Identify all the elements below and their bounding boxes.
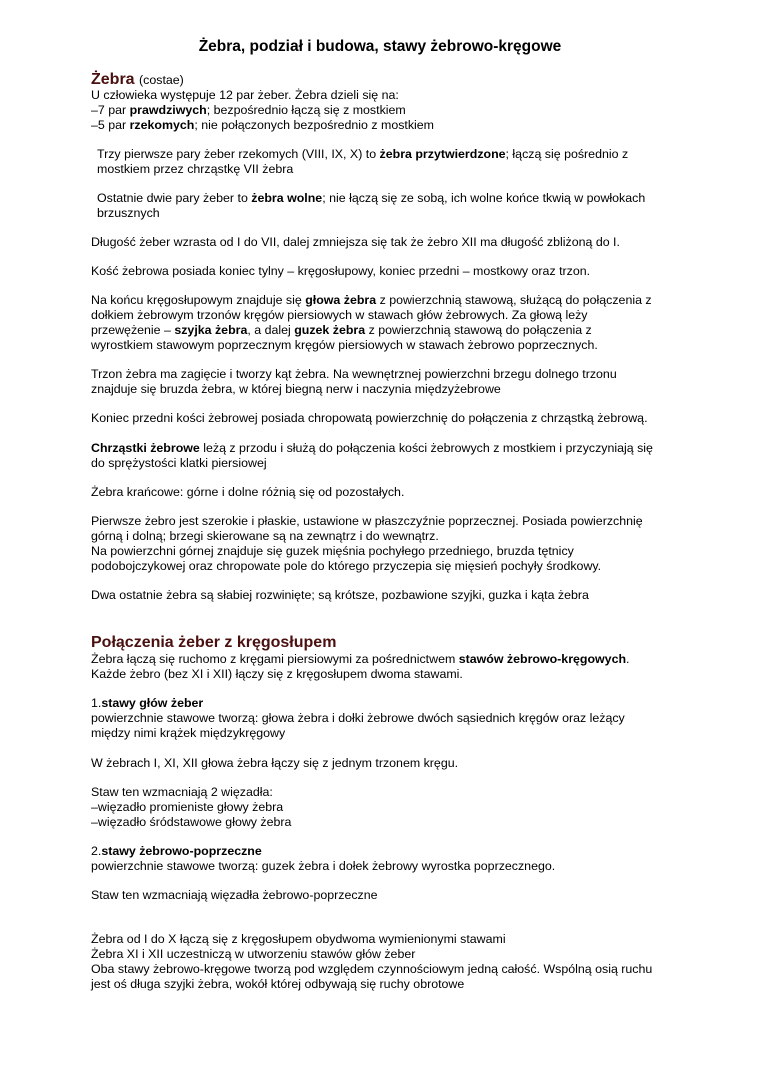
joint1-ligament-1: –więzadło promieniste głowy żebra <box>91 800 284 814</box>
front-end-paragraph: Koniec przedni kości żebrowej posiada chropowatą powierzchnię do połączenia z chrząstką żebrową. <box>91 411 648 425</box>
extreme-ribs-paragraph: Żebra krańcowe: górne i dolne różnią się od pozostałych. <box>91 485 405 499</box>
joint2-ligaments: Staw ten wzmacniają więzadła żebrowo-poprzeczne <box>91 888 378 902</box>
head-para-line-2: dołkiem żebrowym trzonów kręgów piersiowych w stawach głów żebrowych. Za głową leży <box>91 308 588 322</box>
text-run: ; nie połączonych bezpośrednio z mostkiem <box>194 118 435 132</box>
bold-term: stawy głów żeber <box>101 696 204 710</box>
joint1-title <box>91 696 203 711</box>
true-ribs-line <box>91 103 406 118</box>
parts-paragraph: Kość żebrowa posiada koniec tylny – kręgosłupowy, koniec przedni – mostkowy oraz trzon. <box>91 264 591 278</box>
head-para-line-3 <box>91 323 592 338</box>
text-run: . <box>626 652 630 666</box>
first-rib-line-4: podobojczykowej oraz chropowate pole do którego przyczepia się mięsień pochyły środkowy. <box>91 559 602 573</box>
text-run: Ostatnie dwie pary żeber to <box>97 191 252 205</box>
list-number: 2. <box>91 844 102 858</box>
head-para-line-4: wyrostkiem stawowym poprzecznym kręgów piersiowych w stawach żebrowo poprzecznych. <box>91 338 598 352</box>
bold-term: głowa żebra <box>305 293 377 307</box>
text-run: Trzy pierwsze pary żeber rzekomych (VIII, IX, X) to <box>97 147 380 161</box>
body-para-line-2: znajduje się bruzda żebra, w której biegną nerw i naczynia międzyżebrowe <box>91 382 501 396</box>
bold-term: żebra wolne <box>251 191 323 205</box>
bold-term: stawów żebrowo-kręgowych <box>458 652 627 666</box>
text-run: leżą z przodu i służą do połączenia kości żebrowych z mostkiem i przyczyniają się <box>199 441 653 455</box>
text-run: Na końcu kręgosłupowym znajduje się <box>91 293 306 307</box>
last-ribs-paragraph: Dwa ostatnie żebra są słabiej rozwinięte; są krótsze, pozbawione szyjki, guzka i kąta żebra <box>91 588 589 602</box>
floating-ribs-line-1 <box>97 191 645 206</box>
bold-term: stawy żebrowo-poprzeczne <box>101 844 262 858</box>
bold-term: guzek żebra <box>294 323 366 337</box>
joint1-ligaments-title: Staw ten wzmacniają 2 więzadła: <box>91 785 273 799</box>
section-heading-joints: Połączenia żeber z kręgosłupem <box>91 634 337 651</box>
text-run: z powierzchnią stawową, służącą do połączenia z <box>376 293 652 307</box>
joints-intro-line-1 <box>91 652 630 667</box>
first-rib-line-3: Na powierzchni górnej znajduje się guzek mięśnia pochyłego przedniego, bruzda tętnicy <box>91 544 574 558</box>
joint1-desc-line-2: między nimi krążek międzykręgowy <box>91 726 286 740</box>
attached-ribs-line-2: mostkiem przez chrząstkę VII żebra <box>97 162 294 176</box>
bold-term: żebra przytwierdzone <box>379 147 506 161</box>
list-number: 1. <box>91 696 102 710</box>
text-run: , a dalej <box>247 323 295 337</box>
joint2-title <box>91 844 262 859</box>
attached-ribs-line-1 <box>97 147 628 162</box>
text-run: przewężenie – <box>91 323 175 337</box>
heading-text: Żebra <box>91 71 135 88</box>
text-run: z powierzchnią stawową do połączenia z <box>365 323 592 337</box>
text-run: Żebra łączą się ruchomo z kręgami piersiowymi za pośrednictwem <box>91 652 459 666</box>
joint1-ligament-2: –więzadło śródstawowe głowy żebra <box>91 815 292 829</box>
false-ribs-line <box>91 118 434 133</box>
cartilage-line-2: do sprężystości klatki piersiowej <box>91 456 267 470</box>
text-run: –5 par <box>91 118 130 132</box>
bold-term: rzekomych <box>129 118 195 132</box>
cartilage-line-1 <box>91 441 653 456</box>
length-paragraph: Długość żeber wzrasta od I do VII, dalej zmniejsza się tak że żebro XII ma długość zbliżoną do I. <box>91 235 620 249</box>
joint2-desc: powierzchnie stawowe tworzą: guzek żebra i dołek żebrowy wyrostka poprzecznego. <box>91 859 556 873</box>
joint1-desc-line-1: powierzchnie stawowe tworzą: głowa żebra i dołki żebrowe dwóch sąsiednich kręgów oraz leżący <box>91 711 625 725</box>
text-run: ; nie łączą się ze sobą, ich wolne końce tkwią w powłokach <box>322 191 646 205</box>
bold-term: prawdziwych <box>129 103 207 117</box>
head-para-line-1 <box>91 293 652 308</box>
bold-term: Chrząstki żebrowe <box>91 441 200 455</box>
summary-line-1: Żebra od I do X łączą się z kręgosłupem obydwoma wymienionymi stawami <box>91 932 506 946</box>
joint1-note: W żebrach I, XI, XII głowa żebra łączy się z jednym trzonem kręgu. <box>91 756 459 770</box>
text-run: ; bezpośrednio łączą się z mostkiem <box>206 103 406 117</box>
floating-ribs-line-2: brzusznych <box>97 206 160 220</box>
first-rib-line-1: Pierwsze żebro jest szerokie i płaskie, ustawione w płaszczyźnie poprzecznej. Posiada powierzchnię <box>91 514 643 528</box>
summary-line-3: Oba stawy żebrowo-kręgowe tworzą pod względem czynnościowym jedną całość. Wspólną osią ruchu <box>91 962 653 976</box>
section-heading-ribs <box>91 70 184 90</box>
first-rib-line-2: górną i dolną; brzegi skierowane są na zewnątrz i do wewnątrz. <box>91 529 439 543</box>
summary-line-4: jest oś długa szyjki żebra, wokół której odbywają się ruchy obrotowe <box>91 977 465 991</box>
bold-term: szyjka żebra <box>174 323 248 337</box>
joints-intro-line-2: Każde żebro (bez XI i XII) łączy się z kręgosłupem dwoma stawami. <box>91 667 463 681</box>
page-title: Żebra, podział i budowa, stawy żebrowo-kręgowe <box>198 38 562 55</box>
heading-latin: (costae) <box>139 73 184 87</box>
text-run: ; łączą się pośrednio z <box>505 147 629 161</box>
body-para-line-1: Trzon żebra ma zagięcie i tworzy kąt żebra. Na wewnętrznej powierzchni brzegu dolnego trzonu <box>91 367 617 381</box>
summary-line-2: Żebra XI i XII uczestniczą w utworzeniu stawów głów żeber <box>91 947 416 961</box>
text-run: –7 par <box>91 103 130 117</box>
intro-line: U człowieka występuje 12 par żeber. Żebra dzieli się na: <box>91 88 399 102</box>
